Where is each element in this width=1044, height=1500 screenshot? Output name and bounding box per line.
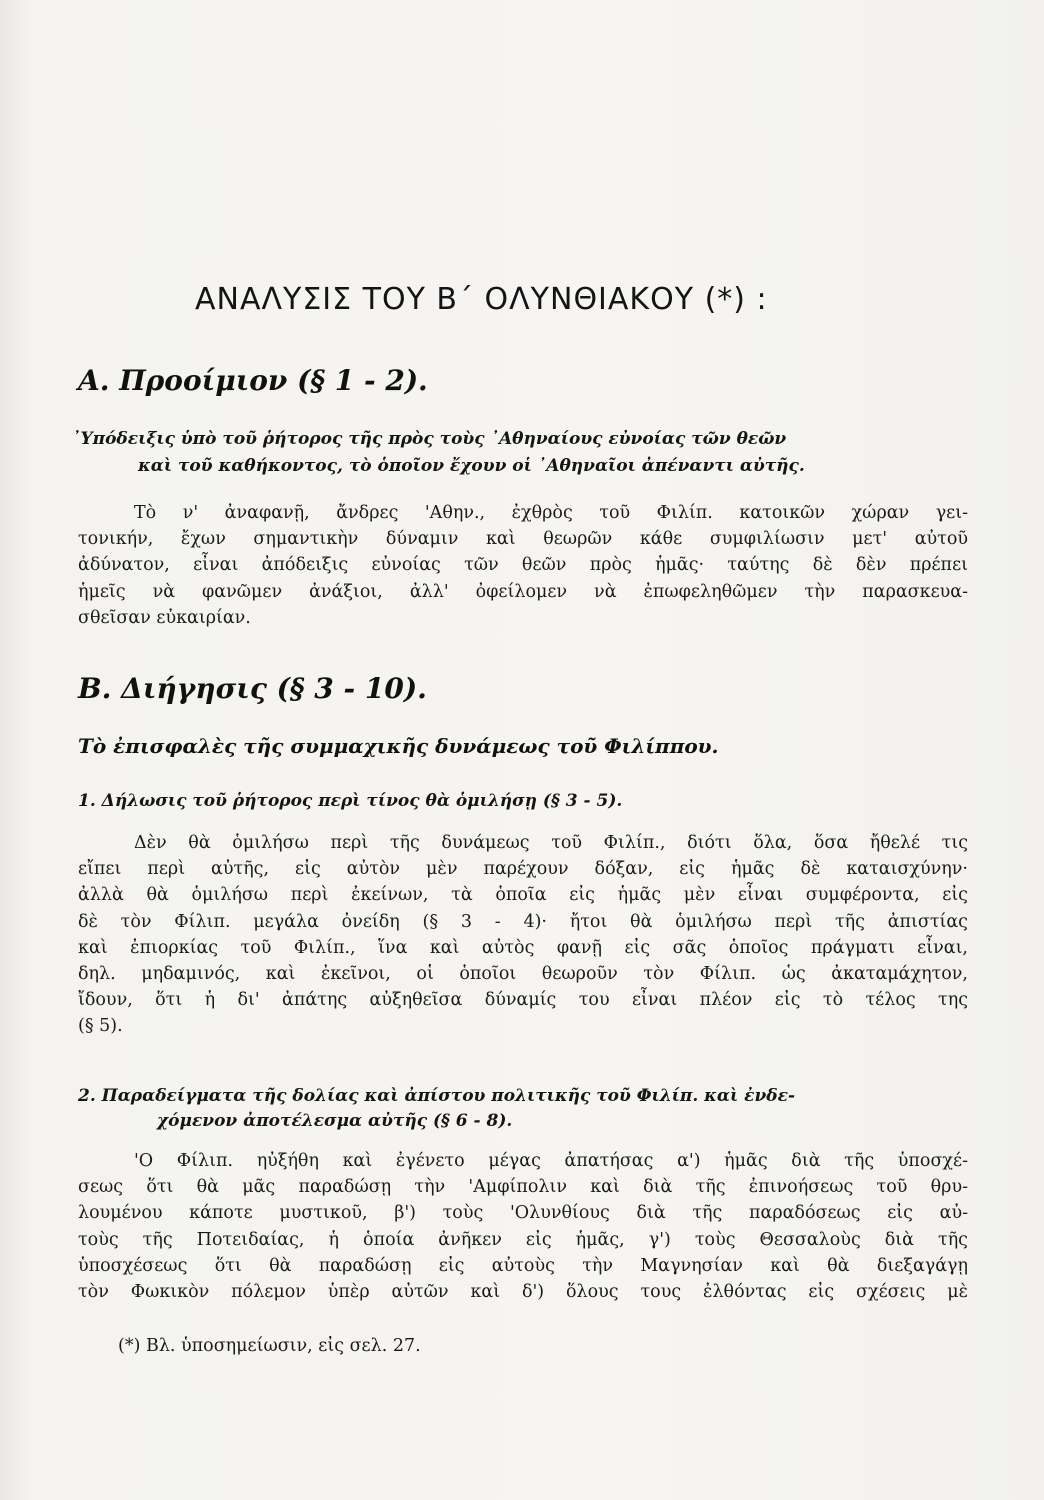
item1-paragraph [78, 830, 968, 1040]
paragraph-line: ἴδουν, ὅτι ἡ δι' ἀπάτης αὐξηθεῖσα δύναμίς του εἶναι πλέον εἰς τὸ τέλος της [78, 990, 968, 1011]
paragraph-line: ἀλλὰ θὰ ὁμιλήσω περὶ ἐκείνων, τὰ ὁποῖα εἰς ἡμᾶς μὲν εἶναι συμφέροντα, εἰς [78, 885, 968, 906]
paragraph-line: λουμένου κάποτε μυστικοῦ, β') τοὺς 'Ολυνθίους διὰ τῆς παραδόσεως εἰς αὐ- [78, 1203, 968, 1224]
item2-heading-line2: χόμενον ἀποτέλεσμα αὐτῆς (§ 6 - 8). [157, 1111, 513, 1131]
paragraph-line: καὶ ἐπιορκίας τοῦ Φιλίπ., ἵνα καὶ αὐτὸς φανῇ εἰς σᾶς ὁποῖος πράγματι εἶναι, [78, 937, 968, 958]
item2-paragraph [78, 1148, 968, 1305]
section-a-subheading-line1: ᾿Υπόδειξις ὑπὸ τοῦ ῥήτορος τῆς πρὸς τοὺς ᾿Αθηναίους εὐνοίας τῶν θεῶν [72, 429, 787, 449]
paragraph-line: δὲ τὸν Φίλιπ. μεγάλα ὀνείδη (§ 3 - 4)· ἤτοι θὰ ὁμιλήσω περὶ τῆς ἀπιστίας [78, 911, 968, 932]
section-a-paragraph [78, 500, 968, 631]
paragraph-line: τονικήν, ἔχων σημαντικὴν δύναμιν καὶ θεωρῶν κάθε συμφιλίωσιν μετ' αὐτοῦ [78, 529, 968, 550]
paragraph-line: τοὺς τῆς Ποτειδαίας, ἡ ὁποία ἀνῆκεν εἰς ἡμᾶς, γ') τοὺς Θεσσαλοὺς διὰ τῆς [78, 1229, 968, 1250]
item1-heading: 1. Δήλωσις τοῦ ῥήτορος περὶ τίνος θὰ ὁμιλήσῃ (§ 3 - 5). [78, 791, 623, 811]
paragraph-line: 'Ο Φίλιπ. ηὐξήθη καὶ ἐγένετο μέγας ἀπατήσας α') ἡμᾶς διὰ τῆς ὑποσχέ- [134, 1151, 968, 1171]
paragraph-line: ἀδύνατον, εἶναι ἀπόδειξις εὐνοίας τῶν θεῶν πρὸς ἡμᾶς· ταύτης δὲ δὲν πρέπει [78, 555, 968, 576]
paragraph-line: Δὲν θὰ ὁμιλήσω περὶ τῆς δυνάμεως τοῦ Φιλίπ., διότι ὅλα, ὅσα ἤθελέ τις [134, 833, 968, 853]
paragraph-line: (§ 5). [78, 1016, 123, 1037]
section-a-subheading-line2: καὶ τοῦ καθήκοντος, τὸ ὁποῖον ἔχουν οἱ ᾿Αθηναῖοι ἀπέναντι αὐτῆς. [138, 456, 805, 476]
paragraph-line: εἴπει περὶ αὐτῆς, εἰς αὐτὸν μὲν παρέχουν δόξαν, εἰς ἡμᾶς δὲ καταισχύνην· [78, 859, 968, 880]
footnote: (*) Βλ. ὑποσημείωσιν, εἰς σελ. 27. [118, 1336, 421, 1356]
item2-heading-line1: 2. Παραδείγματα τῆς δολίας καὶ ἀπίστου πολιτικῆς τοῦ Φιλίπ. καὶ ἐνδε- [78, 1086, 796, 1106]
page-title: ΑΝΑΛΥΣΙΣ ΤΟΥ Β΄ ΟΛΥΝΘΙΑΚΟΥ (*) : [195, 282, 768, 317]
paragraph-line: δηλ. μηδαμινός, καὶ ἐκεῖνοι, οἱ ὁποῖοι θεωροῦν τὸν Φίλιπ. ὡς ἀκαταμάχητον, [78, 964, 968, 985]
paragraph-line: Τὸ ν' ἀναφανῇ, ἄνδρες 'Αθην., ἐχθρὸς τοῦ Φιλίπ. κατοικῶν χώραν γει- [134, 503, 968, 523]
paragraph-line: ὑποσχέσεως ὅτι θὰ παραδώσῃ εἰς αὐτοὺς τὴν Μαγνησίαν καὶ θὰ διεξαγάγῃ [78, 1255, 968, 1276]
section-b-title: Τὸ ἐπισφαλὲς τῆς συμμαχικῆς δυνάμεως τοῦ Φιλίππου. [78, 734, 719, 758]
paragraph-line: σθεῖσαν εὐκαιρίαν. [78, 607, 251, 628]
paragraph-line: τὸν Φωκικὸν πόλεμον ὑπὲρ αὐτῶν καὶ δ') ὅλους τους ἐλθόντας εἰς σχέσεις μὲ [78, 1282, 968, 1303]
paragraph-line: σεως ὅτι θὰ μᾶς παραδώσῃ τὴν 'Αμφίπολιν καὶ διὰ τῆς ἐπινοήσεως τοῦ θρυ- [78, 1177, 968, 1198]
section-a-heading: Α. Προοίμιον (§ 1 - 2). [78, 364, 428, 397]
paragraph-line: ἡμεῖς νὰ φανῶμεν ἀνάξιοι, ἀλλ' ὀφείλομεν νὰ ἐπωφεληθῶμεν τὴν παρασκευα- [78, 581, 968, 602]
section-b-heading: Β. Διήγησις (§ 3 - 10). [78, 672, 427, 705]
